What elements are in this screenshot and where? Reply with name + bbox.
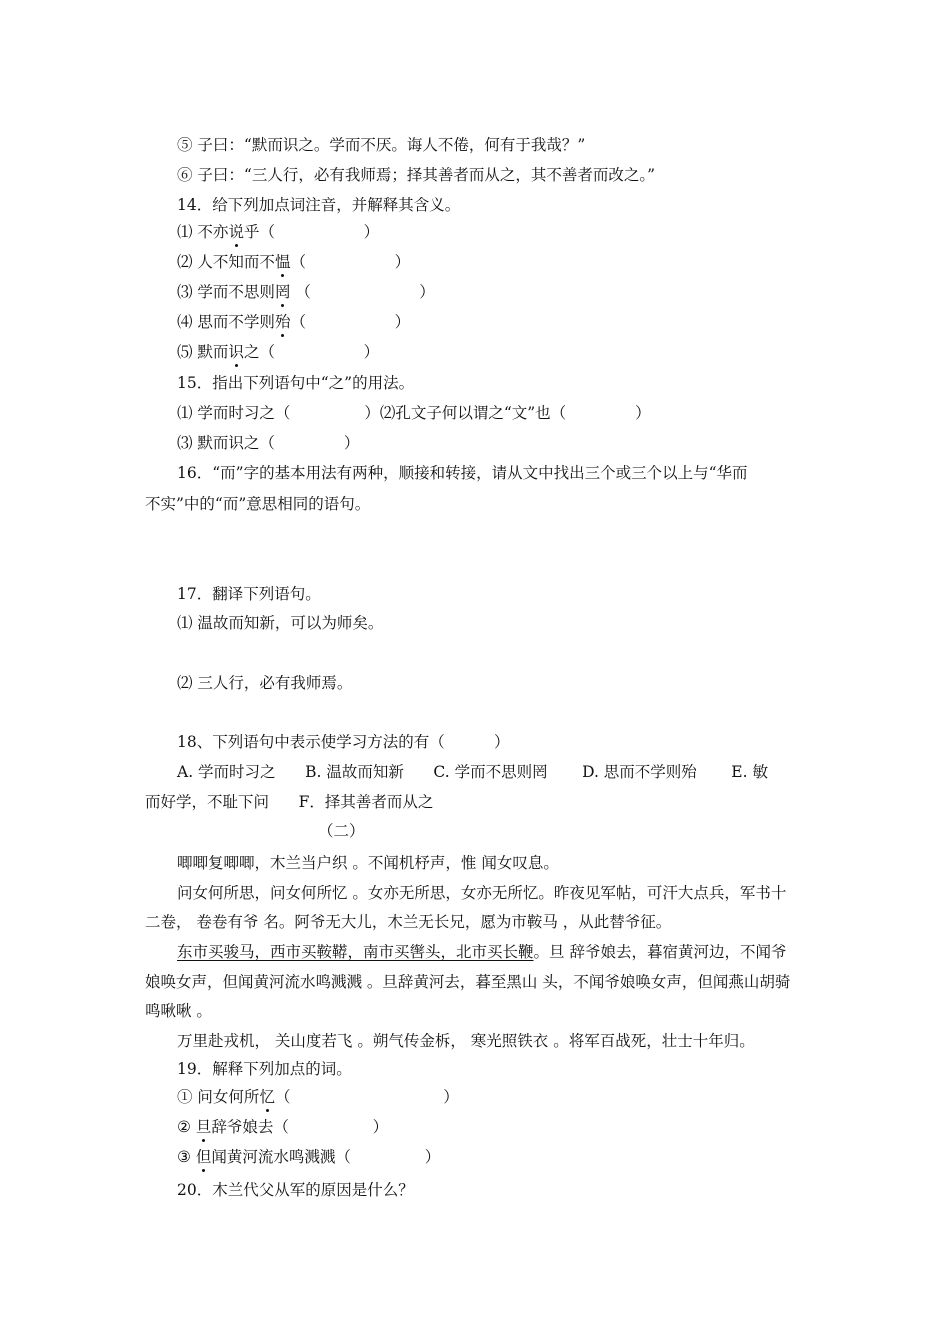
item-text: ⑷ 思而不学则 <box>177 313 275 331</box>
item-text: ⑵ 人不知而不 <box>177 253 275 271</box>
answer-blank: 之（ ） <box>243 343 380 361</box>
question-18-options-line-2: 而好学，不耻下问 F．择其善者而从之 <box>145 793 434 811</box>
dotted-char: 愠 <box>274 253 291 271</box>
question-14-item-1 <box>177 222 379 242</box>
poem-paragraph-2-line-1: 问女何所思，问女何所忆 。女亦无所思，女亦无所忆。昨夜见军帖，可汗大点兵，军书十 <box>177 884 787 902</box>
question-15-title: 15．指出下列语句中“之”的用法。 <box>177 374 415 392</box>
question-17-title: 17．翻译下列语句。 <box>177 585 321 603</box>
question-16-line-1: 16．“而”字的基本用法有两种，顺接和转接，请从文中找出三个或三个以上与“华而 <box>177 464 748 482</box>
answer-blank: 乎（ ） <box>243 223 380 241</box>
question-14-item-5 <box>177 342 379 362</box>
dotted-char: 罔 <box>274 283 291 301</box>
answer-blank: （ ） <box>290 313 411 331</box>
question-18-title: 18、下列语句中表示使学习方法的有（ ） <box>177 733 510 751</box>
dotted-char: 识 <box>228 343 244 361</box>
answer-blank: （ ） <box>274 1088 459 1106</box>
question-19-title: 19．解释下列加点的词。 <box>177 1060 352 1078</box>
answer-blank: （ ） <box>290 253 411 271</box>
question-19-item-3 <box>177 1147 440 1167</box>
item-text: ⑸ 默而 <box>177 343 229 361</box>
answer-blank: 闻黄河流水鸣溅溅（ ） <box>211 1148 441 1166</box>
item-text: ① 问女何所 <box>177 1088 260 1106</box>
poem-paragraph-1: 唧唧复唧唧，木兰当户织 。不闻机杼声，惟 闻女叹息。 <box>177 854 559 872</box>
poem-paragraph-3-line-3: 鸣啾啾 。 <box>145 1002 212 1020</box>
question-19-item-2 <box>177 1117 388 1137</box>
dotted-char: 但 <box>195 1148 212 1166</box>
question-18-options-line-1: A. 学而时习之 B. 温故而知新 C. 学而不思则罔 D. 思而不学则殆 E. 敏 <box>177 763 768 781</box>
poem-paragraph-2-line-2: 二卷， 卷卷有爷 名。阿爷无大儿，木兰无长兄，愿为市鞍马 ，从此替爷征。 <box>145 913 672 931</box>
poem-paragraph-3-line-2: 娘唤女声，但闻黄河流水鸣溅溅 。旦辞黄河去，暮至黑山 头，不闻爷娘唤女声，但闻燕山胡骑 <box>145 973 791 991</box>
dotted-char: 说 <box>228 223 244 241</box>
question-14-title: 14．给下列加点词注音，并解释其含义。 <box>177 196 461 214</box>
dotted-char: 旦 <box>195 1118 212 1136</box>
question-17-item-1: ⑴ 温故而知新，可以为师矣。 <box>177 614 384 632</box>
question-14-item-2 <box>177 252 410 272</box>
section-heading: （二） <box>318 822 365 840</box>
underlined-passage: 东市买骏马，西市买鞍鞯，南市买辔头，北市买长鞭 <box>177 943 534 961</box>
poem-paragraph-3-line-1 <box>177 942 786 962</box>
question-15-line-1: ⑴ 学而时习之（ ）⑵孔文子何以谓之“文”也（ ） <box>177 404 651 422</box>
poem-text: 。旦 辞爷娘去，暮宿黄河边，不闻爷 <box>533 943 787 961</box>
analects-line-6: ⑥ 子曰：“三人行，必有我师焉；择其善者而从之，其不善者而改之。” <box>177 166 656 184</box>
answer-blank: 辞爷娘去（ ） <box>211 1118 389 1136</box>
answer-blank: （ ） <box>290 283 435 301</box>
question-14-item-4 <box>177 312 410 332</box>
question-16-line-2: 不实”中的“而”意思相同的语句。 <box>145 495 371 513</box>
poem-paragraph-4: 万里赴戎机， 关山度若飞 。朔气传金柝， 寒光照铁衣 。将军百战死，壮士十年归。 <box>177 1032 755 1050</box>
item-text: ⑶ 学而不思则 <box>177 283 275 301</box>
question-19-item-1 <box>177 1087 459 1107</box>
item-text: ③ <box>177 1148 196 1166</box>
dotted-char: 忆 <box>259 1088 275 1106</box>
question-17-item-2: ⑵ 三人行，必有我师焉。 <box>177 674 353 692</box>
question-15-line-2: ⑶ 默而识之（ ） <box>177 434 360 452</box>
question-20-title: 20．木兰代父从军的原因是什么？ <box>177 1181 414 1199</box>
dotted-char: 殆 <box>274 313 291 331</box>
question-14-item-3 <box>177 282 435 302</box>
analects-line-5: ⑤ 子曰：“默而识之。学而不厌。诲人不倦，何有于我哉？” <box>177 136 586 154</box>
item-text: ② <box>177 1118 196 1136</box>
item-text: ⑴ 不亦 <box>177 223 229 241</box>
